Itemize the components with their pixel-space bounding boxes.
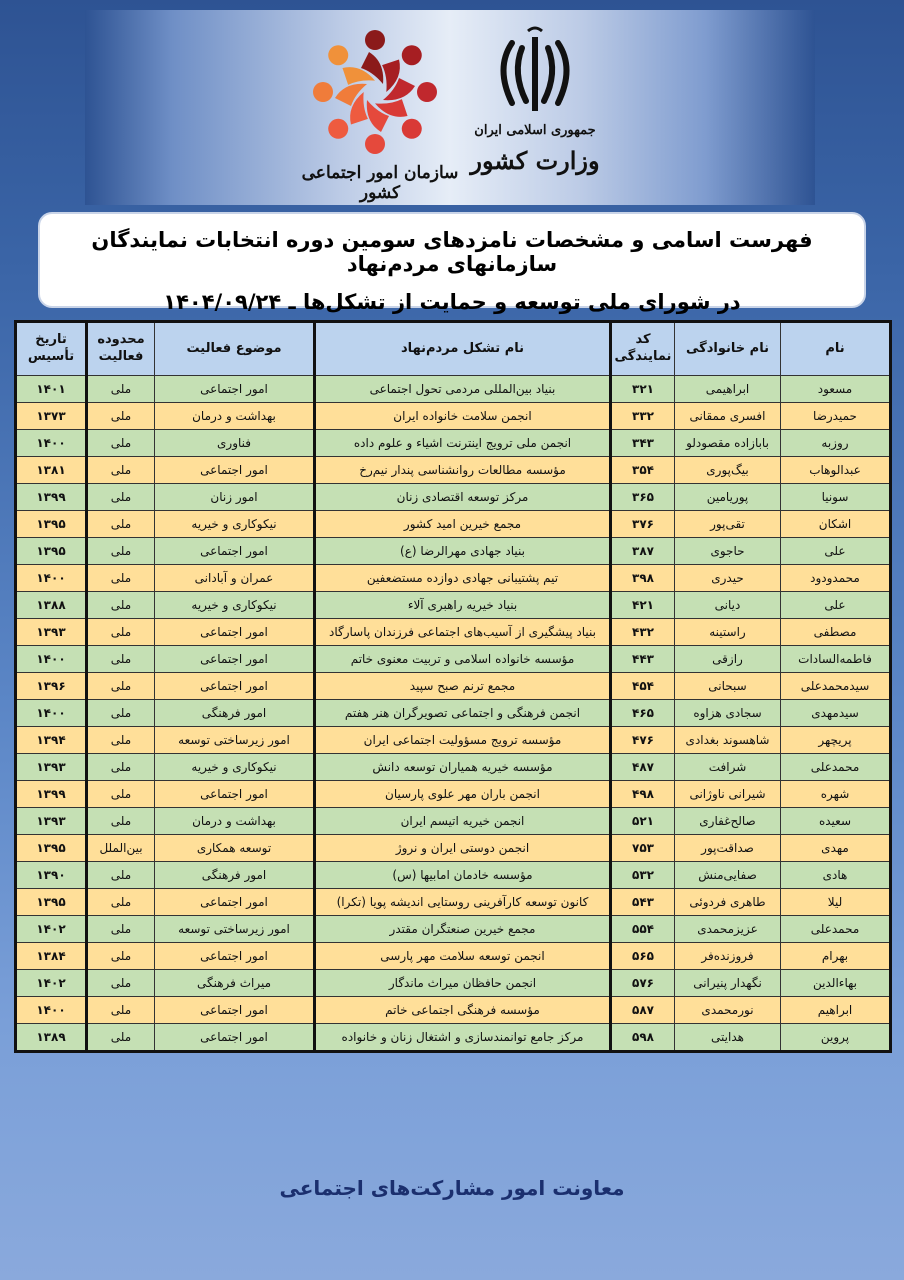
cell-name: پروین (781, 1024, 891, 1052)
cell-family: هدایتی (675, 1024, 781, 1052)
cell-year: ۱۴۰۰ (16, 646, 87, 673)
social-affairs-org-logo-icon (310, 27, 440, 157)
cell-subject: امور زیرساختی توسعه (155, 916, 315, 943)
table-row (16, 889, 891, 916)
cell-name: سیدمحمدعلی (781, 673, 891, 700)
cell-subject: توسعه همکاری (155, 835, 315, 862)
cell-code: ۴۵۴ (611, 673, 675, 700)
cell-scope: ملی (87, 1024, 155, 1052)
cell-org: انجمن ملی ترویج اینترنت اشیاء و علوم داده (315, 430, 611, 457)
cell-subject: امور اجتماعی (155, 1024, 315, 1052)
col-header-scope: محدوده فعالیت (87, 322, 155, 376)
table-row (16, 619, 891, 646)
header-logos (300, 15, 600, 203)
cell-year: ۱۴۰۱ (16, 376, 87, 403)
cell-name: فاطمه‌السادات (781, 646, 891, 673)
cell-family: بابازاده مقصودلو (675, 430, 781, 457)
cell-family: راستینه (675, 619, 781, 646)
cell-year: ۱۳۷۳ (16, 403, 87, 430)
cell-code: ۴۳۲ (611, 619, 675, 646)
cell-family: حاجوی (675, 538, 781, 565)
ministry-emblem-caption: جمهوری اسلامی ایران (474, 123, 596, 138)
footer-department: معاونت امور مشارکت‌های اجتماعی (279, 1176, 625, 1200)
cell-year: ۱۳۸۹ (16, 1024, 87, 1052)
col-header-code: کد نمایندگی (611, 322, 675, 376)
cell-subject: میراث فرهنگی (155, 970, 315, 997)
cell-name: عبدالوهاب (781, 457, 891, 484)
cell-year: ۱۳۹۵ (16, 889, 87, 916)
cell-org: مؤسسه خیریه همیاران توسعه دانش (315, 754, 611, 781)
cell-name: شهره (781, 781, 891, 808)
cell-subject: امور اجتماعی (155, 619, 315, 646)
cell-scope: ملی (87, 727, 155, 754)
table-header-row (16, 322, 891, 376)
cell-year: ۱۳۹۴ (16, 727, 87, 754)
cell-scope: ملی (87, 673, 155, 700)
cell-code: ۵۶۵ (611, 943, 675, 970)
cell-code: ۴۲۱ (611, 592, 675, 619)
cell-code: ۳۳۲ (611, 403, 675, 430)
cell-family: عزیزمحمدی (675, 916, 781, 943)
cell-name: مصطفی (781, 619, 891, 646)
cell-year: ۱۳۸۱ (16, 457, 87, 484)
cell-org: مجمع خیرین صنعتگران مقتدر (315, 916, 611, 943)
cell-subject: نیکوکاری و خیریه (155, 511, 315, 538)
cell-subject: امور زنان (155, 484, 315, 511)
col-header-subject: موضوع فعالیت (155, 322, 315, 376)
cell-org: انجمن سلامت خانواده ایران (315, 403, 611, 430)
cell-name: بهاءالدین (781, 970, 891, 997)
page-title-line2: در شورای ملی توسعه و حمایت از تشکل‌ها ـ ۱۴۰۴/۰۹/۲۴ (163, 290, 741, 314)
cell-name: لیلا (781, 889, 891, 916)
cell-scope: ملی (87, 862, 155, 889)
cell-org: مؤسسه فرهنگی اجتماعی خاتم (315, 997, 611, 1024)
cell-scope: ملی (87, 619, 155, 646)
cell-name: پریچهر (781, 727, 891, 754)
cell-family: شرافت (675, 754, 781, 781)
cell-subject: نیکوکاری و خیریه (155, 754, 315, 781)
cell-name: محمدعلی (781, 916, 891, 943)
cell-name: محمدودود (781, 565, 891, 592)
cell-org: مؤسسه ترویج مسؤولیت اجتماعی ایران (315, 727, 611, 754)
cell-scope: ملی (87, 457, 155, 484)
cell-scope: ملی (87, 538, 155, 565)
cell-family: سجادی هزاوه (675, 700, 781, 727)
cell-org: مرکز توسعه اقتصادی زنان (315, 484, 611, 511)
cell-subject: امور فرهنگی (155, 862, 315, 889)
cell-family: طاهری فردوئی (675, 889, 781, 916)
cell-scope: ملی (87, 403, 155, 430)
cell-family: پوریامین (675, 484, 781, 511)
cell-year: ۱۳۹۵ (16, 538, 87, 565)
cell-name: بهرام (781, 943, 891, 970)
cell-scope: ملی (87, 997, 155, 1024)
cell-name: روزبه (781, 430, 891, 457)
cell-year: ۱۳۹۹ (16, 484, 87, 511)
table-row (16, 970, 891, 997)
cell-family: شیرانی ناوژانی (675, 781, 781, 808)
table-row (16, 673, 891, 700)
cell-code: ۵۵۴ (611, 916, 675, 943)
cell-subject: امور اجتماعی (155, 781, 315, 808)
cell-subject: امور اجتماعی (155, 538, 315, 565)
cell-family: حیدری (675, 565, 781, 592)
cell-name: مهدی (781, 835, 891, 862)
cell-year: ۱۳۹۳ (16, 808, 87, 835)
cell-family: صالح‌غفاری (675, 808, 781, 835)
cell-scope: ملی (87, 916, 155, 943)
cell-scope: ملی (87, 808, 155, 835)
table-row (16, 916, 891, 943)
table-row (16, 376, 891, 403)
cell-org: انجمن فرهنگی و اجتماعی تصویرگران هنر هفتم (315, 700, 611, 727)
cell-name: اشکان (781, 511, 891, 538)
ministry-name: وزارت کشور (470, 146, 600, 175)
cell-year: ۱۳۹۵ (16, 511, 87, 538)
cell-org: انجمن دوستی ایران و نروژ (315, 835, 611, 862)
cell-name: علی (781, 538, 891, 565)
table-row (16, 430, 891, 457)
cell-org: کانون توسعه کارآفرینی روستایی اندیشه پویا (تکرا) (315, 889, 611, 916)
table-row (16, 835, 891, 862)
cell-code: ۵۹۸ (611, 1024, 675, 1052)
cell-scope: ملی (87, 943, 155, 970)
cell-family: سبحانی (675, 673, 781, 700)
cell-org: مجمع خیرین امید کشور (315, 511, 611, 538)
table-row (16, 511, 891, 538)
org-logo-name: سازمان امور اجتماعی کشور (301, 163, 459, 203)
cell-year: ۱۳۹۳ (16, 619, 87, 646)
cell-subject: امور اجتماعی (155, 997, 315, 1024)
table-row (16, 808, 891, 835)
cell-name: محمدعلی (781, 754, 891, 781)
cell-year: ۱۴۰۰ (16, 997, 87, 1024)
table-row (16, 484, 891, 511)
col-header-year: تاریخ تأسیس (16, 322, 87, 376)
table-row (16, 565, 891, 592)
cell-org: مجمع ترنم صبح سپید (315, 673, 611, 700)
cell-org: بنیاد جهادی مهرالرضا (ع) (315, 538, 611, 565)
cell-year: ۱۳۸۴ (16, 943, 87, 970)
col-header-family: نام خانوادگی (675, 322, 781, 376)
cell-scope: ملی (87, 565, 155, 592)
cell-subject: امور اجتماعی (155, 889, 315, 916)
table-row (16, 592, 891, 619)
col-header-org: نام تشکل مردم‌نهاد (315, 322, 611, 376)
cell-subject: نیکوکاری و خیریه (155, 592, 315, 619)
cell-year: ۱۳۹۳ (16, 754, 87, 781)
cell-code: ۵۷۶ (611, 970, 675, 997)
cell-code: ۴۸۷ (611, 754, 675, 781)
table-row (16, 700, 891, 727)
cell-name: علی (781, 592, 891, 619)
cell-family: رازقی (675, 646, 781, 673)
cell-family: صداقت‌پور (675, 835, 781, 862)
cell-subject: امور زیرساختی توسعه (155, 727, 315, 754)
table-row (16, 727, 891, 754)
cell-code: ۵۴۳ (611, 889, 675, 916)
table-row (16, 403, 891, 430)
cell-family: نگهدار پنیرانی (675, 970, 781, 997)
cell-name: حمیدرضا (781, 403, 891, 430)
cell-code: ۵۲۱ (611, 808, 675, 835)
table-row (16, 646, 891, 673)
cell-org: انجمن خیریه اتیسم ایران (315, 808, 611, 835)
cell-code: ۳۲۱ (611, 376, 675, 403)
cell-scope: ملی (87, 376, 155, 403)
cell-code: ۵۳۲ (611, 862, 675, 889)
cell-family: بیگ‌پوری (675, 457, 781, 484)
cell-code: ۳۵۴ (611, 457, 675, 484)
cell-org: مؤسسه مطالعات روانشناسی پندار نیم‌رخ (315, 457, 611, 484)
cell-org: بنیاد بین‌المللی مردمی تحول اجتماعی (315, 376, 611, 403)
cell-org: انجمن توسعه سلامت مهر پارسی (315, 943, 611, 970)
cell-family: شاهسوند بغدادی (675, 727, 781, 754)
cell-org: انجمن باران مهر علوی پارسیان (315, 781, 611, 808)
cell-year: ۱۴۰۲ (16, 970, 87, 997)
cell-code: ۵۸۷ (611, 997, 675, 1024)
cell-name: سیدمهدی (781, 700, 891, 727)
table-row (16, 1024, 891, 1052)
cell-family: افسری ممقانی (675, 403, 781, 430)
cell-code: ۳۶۵ (611, 484, 675, 511)
cell-name: هادی (781, 862, 891, 889)
cell-scope: ملی (87, 484, 155, 511)
table-row (16, 862, 891, 889)
cell-org: مؤسسه خادمان امابیها (س) (315, 862, 611, 889)
cell-year: ۱۴۰۰ (16, 700, 87, 727)
table-row (16, 538, 891, 565)
ministry-logo-text (470, 123, 600, 175)
cell-code: ۳۷۶ (611, 511, 675, 538)
cell-scope: ملی (87, 430, 155, 457)
cell-subject: امور اجتماعی (155, 943, 315, 970)
cell-subject: فناوری (155, 430, 315, 457)
cell-scope: بین‌الملل (87, 835, 155, 862)
cell-year: ۱۳۹۹ (16, 781, 87, 808)
cell-name: ابراهیم (781, 997, 891, 1024)
table-row (16, 997, 891, 1024)
cell-org: مرکز جامع توانمندسازی و اشتغال زنان و خانواده (315, 1024, 611, 1052)
table-body (16, 376, 891, 1052)
cell-code: ۴۴۳ (611, 646, 675, 673)
page-title-box (38, 212, 866, 314)
table-row (16, 457, 891, 484)
col-header-name: نام (781, 322, 891, 376)
cell-name: مسعود (781, 376, 891, 403)
cell-family: ابراهیمی (675, 376, 781, 403)
cell-family: نورمحمدی (675, 997, 781, 1024)
cell-scope: ملی (87, 511, 155, 538)
page-title-line1: فهرست اسامی و مشخصات نامزدهای سومین دوره انتخابات نمایندگان سازمانهای مردم‌نهاد (91, 228, 813, 276)
cell-family: دیانی (675, 592, 781, 619)
cell-subject: امور اجتماعی (155, 376, 315, 403)
cell-code: ۷۵۳ (611, 835, 675, 862)
cell-org: تیم پشتیبانی جهادی دوازده مستضعفین (315, 565, 611, 592)
cell-year: ۱۴۰۲ (16, 916, 87, 943)
cell-name: سونیا (781, 484, 891, 511)
cell-family: تقی‌پور (675, 511, 781, 538)
cell-org: بنیاد پیشگیری از آسیب‌های اجتماعی فرزندان پاسارگاد (315, 619, 611, 646)
cell-code: ۴۹۸ (611, 781, 675, 808)
cell-family: فروزنده‌فر (675, 943, 781, 970)
cell-org: مؤسسه خانواده اسلامی و تربیت معنوی خاتم (315, 646, 611, 673)
cell-subject: عمران و آبادانی (155, 565, 315, 592)
cell-year: ۱۴۰۰ (16, 430, 87, 457)
cell-subject: امور اجتماعی (155, 457, 315, 484)
cell-scope: ملی (87, 592, 155, 619)
cell-code: ۳۸۷ (611, 538, 675, 565)
iran-emblem-icon (490, 23, 580, 123)
candidates-table (14, 320, 892, 1053)
cell-org: انجمن حافظان میراث ماندگار (315, 970, 611, 997)
cell-scope: ملی (87, 700, 155, 727)
cell-subject: امور فرهنگی (155, 700, 315, 727)
cell-code: ۴۶۵ (611, 700, 675, 727)
cell-code: ۳۴۳ (611, 430, 675, 457)
cell-org: بنیاد خیریه راهبری آلاء (315, 592, 611, 619)
cell-year: ۱۴۰۰ (16, 565, 87, 592)
cell-subject: بهداشت و درمان (155, 403, 315, 430)
cell-subject: بهداشت و درمان (155, 808, 315, 835)
table-row (16, 943, 891, 970)
table-row (16, 781, 891, 808)
cell-subject: امور اجتماعی (155, 673, 315, 700)
cell-scope: ملی (87, 754, 155, 781)
cell-scope: ملی (87, 889, 155, 916)
cell-year: ۱۳۸۸ (16, 592, 87, 619)
cell-year: ۱۳۹۶ (16, 673, 87, 700)
cell-scope: ملی (87, 781, 155, 808)
cell-year: ۱۳۹۵ (16, 835, 87, 862)
cell-family: صفایی‌منش (675, 862, 781, 889)
cell-scope: ملی (87, 646, 155, 673)
cell-code: ۴۷۶ (611, 727, 675, 754)
cell-subject: امور اجتماعی (155, 646, 315, 673)
cell-code: ۳۹۸ (611, 565, 675, 592)
table-row (16, 754, 891, 781)
cell-year: ۱۳۹۰ (16, 862, 87, 889)
cell-scope: ملی (87, 970, 155, 997)
cell-name: سعیده (781, 808, 891, 835)
